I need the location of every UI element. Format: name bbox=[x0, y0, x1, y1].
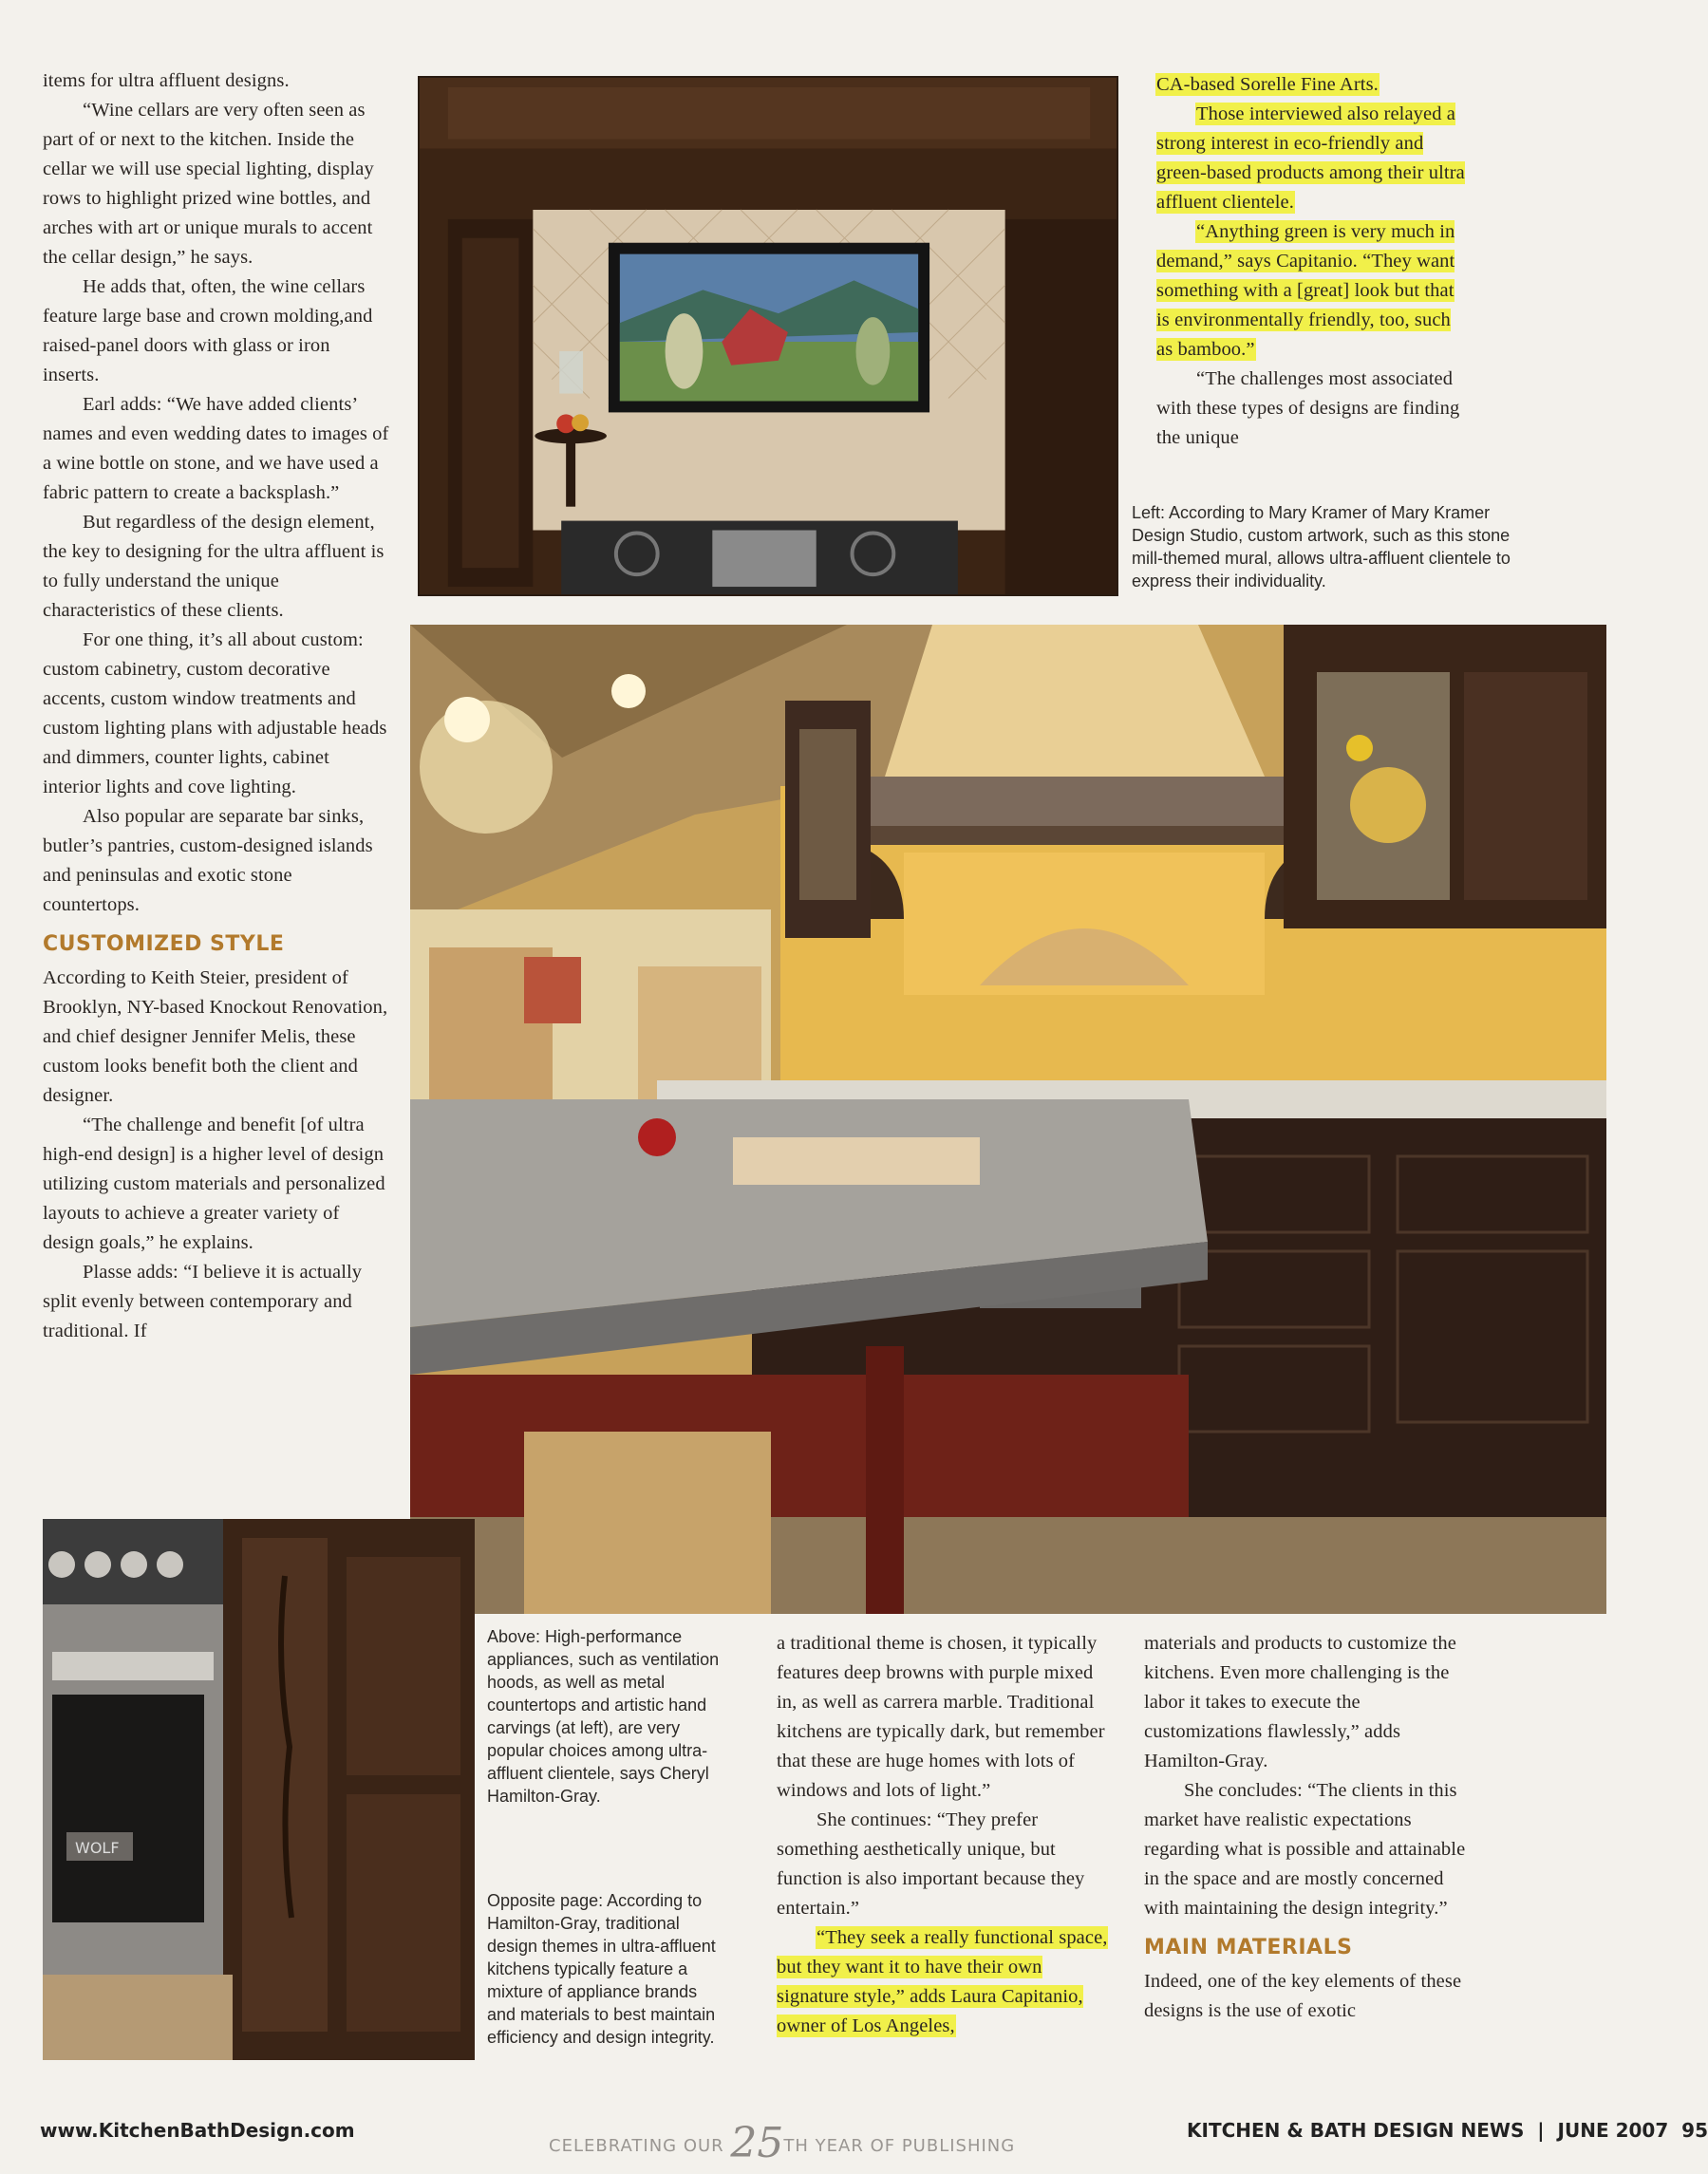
footer-website: www.KitchenBathDesign.com bbox=[40, 2119, 355, 2142]
bottom-column-text-2 bbox=[777, 1629, 1109, 2041]
highlighted-text: “Anything green is very much in demand,” says Capitanio. “They want something with a [great] look but that is environmentally friendly, too, such as bamboo.” bbox=[1156, 221, 1455, 360]
paragraph: But regardless of the design element, the key to designing for the ultra affluent is to fully understand the unique characteristics of these clients. bbox=[43, 512, 385, 621]
highlighted-text: Those interviewed also relayed a strong interest in eco-friendly and green-based products among their ultra affluent clientele. bbox=[1156, 103, 1465, 213]
paragraph: She concludes: “The clients in this market have realistic expectations regarding what is possible and attainable in the space and are mostly concerned with maintaining the design integrity.” bbox=[1144, 1780, 1466, 1919]
caption-opposite-page: Opposite page: According to Hamilton-Gray, traditional design themes in ultra-affluent kitchens typically feature a mixture of appliance brands and materials to best maintain efficiency and design integrity. bbox=[487, 1891, 716, 2047]
highlighted-text: CA-based Sorelle Fine Arts. bbox=[1156, 74, 1379, 95]
caption-mural: Left: According to Mary Kramer of Mary Kramer Design Studio, custom artwork, such as this stone mill-themed mural, allows ultra-affluent clientele to express their individuality. bbox=[1132, 503, 1511, 590]
right-column-text bbox=[1156, 70, 1470, 453]
paragraph: “The challenge and benefit [of ultra high-end design] is a higher level of design utilizing custom materials and personalized layouts to achieve a greater variety of design goals,” he explains. bbox=[43, 1115, 385, 1253]
footer-anniversary-text-b: TH YEAR OF PUBLISHING bbox=[783, 2136, 1016, 2156]
paragraph: materials and products to customize the kitchens. Even more challenging is the labor it takes to execute the customizations flawlessly,” adds Hamilton-Gray. bbox=[1144, 1633, 1456, 1771]
carved-cabinet-photo bbox=[43, 1519, 475, 2060]
paragraph: Also popular are separate bar sinks, butler’s pantries, custom-designed islands and peninsulas and exotic stone countertops. bbox=[43, 806, 373, 915]
oven-brand-label: WOLF bbox=[75, 1839, 120, 1857]
paragraph: For one thing, it’s all about custom: custom cabinetry, custom decorative accents, custom window treatments and custom lighting plans with adjustable heads and dimmers, counter lights, cabinet interior lights and cove lighting. bbox=[43, 629, 387, 797]
footer-publication-info: KITCHEN & BATH DESIGN NEWS | JUNE 2007 95 bbox=[1187, 2119, 1708, 2142]
footer-anniversary bbox=[549, 2119, 1015, 2167]
paragraph: He adds that, often, the wine cellars feature large base and crown molding,and raised-panel doors with glass or iron inserts. bbox=[43, 276, 373, 385]
highlighted-text: “They seek a really functional space, but they want it to have their own signature style,” adds Laura Capitanio, owner of Los Angeles, bbox=[777, 1927, 1108, 2036]
paragraph: Indeed, one of the key elements of these designs is the use of exotic bbox=[1144, 1971, 1462, 2021]
subheading-main-materials: MAIN MATERIALS bbox=[1144, 1936, 1353, 1959]
paragraph: “The challenges most associated with these types of designs are finding the unique bbox=[1156, 368, 1460, 448]
left-column-text bbox=[43, 66, 389, 1346]
paragraph: She continues: “They prefer something aesthetically unique, but function is also important because they entertain.” bbox=[777, 1809, 1085, 1919]
paragraph: items for ultra affluent designs. bbox=[43, 70, 290, 91]
paragraph: “Wine cellars are very often seen as part of or next to the kitchen. Inside the cellar we will use special lighting, display rows to highlight prized wine bottles, and arches with art or unique murals to accent the cellar design,” he says. bbox=[43, 100, 374, 268]
footer-anniversary-number: 25 bbox=[730, 2119, 784, 2167]
footer-anniversary-text-a: CELEBRATING OUR bbox=[549, 2136, 724, 2156]
paragraph: Plasse adds: “I believe it is actually split evenly between contemporary and traditional. If bbox=[43, 1262, 363, 1341]
caption-above: Above: High-performance appliances, such as ventilation hoods, as well as metal countertops and artistic hand carvings (at left), are very popular choices among ultra-affluent clientele, says Cheryl Hamilton-Gray. bbox=[487, 1627, 720, 1806]
bottom-column-text-3 bbox=[1144, 1629, 1481, 2026]
mural-backsplash-photo bbox=[418, 76, 1118, 596]
main-kitchen-photo bbox=[410, 625, 1606, 1614]
paragraph: Earl adds: “We have added clients’ names and even wedding dates to images of a wine bottle on stone, and we have used a fabric pattern to create a backsplash.” bbox=[43, 394, 389, 503]
subheading-customized-style: CUSTOMIZED STYLE bbox=[43, 932, 285, 956]
paragraph: According to Keith Steier, president of Brooklyn, NY-based Knockout Renovation, and chief designer Jennifer Melis, these custom looks benefit both the client and designer. bbox=[43, 967, 388, 1106]
paragraph: a traditional theme is chosen, it typically features deep browns with purple mixed in, as well as carrera marble. Traditional kitchens are typically dark, but remember that these are huge homes with lots of windows and lots of light.” bbox=[777, 1633, 1105, 1801]
